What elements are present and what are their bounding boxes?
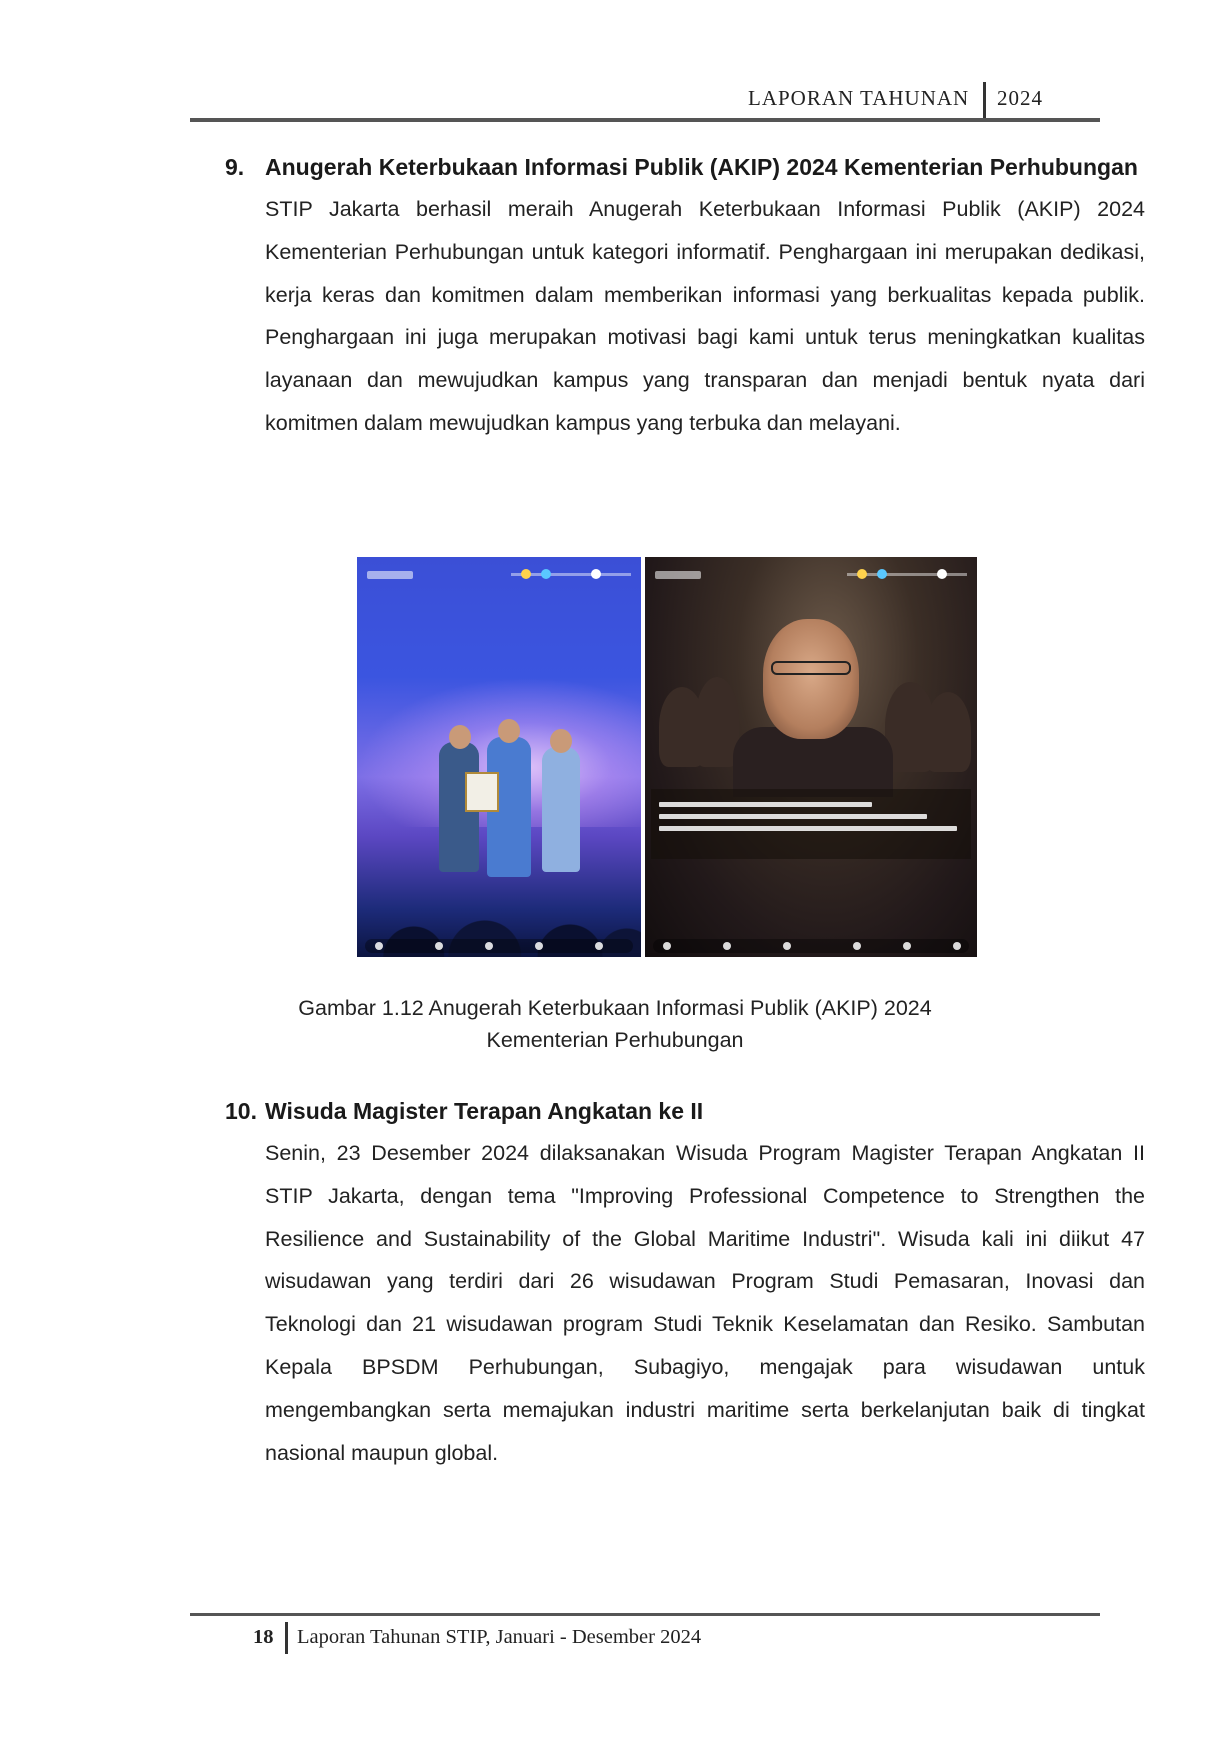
caption-line-2: Kementerian Perhubungan [486, 1028, 744, 1052]
photo-bottom-bar [365, 939, 633, 953]
figure-akip-photos [357, 557, 977, 957]
page-number: 18 [253, 1626, 274, 1648]
header-separator [983, 82, 986, 118]
section-number: 10. [225, 1098, 257, 1124]
section-akip [225, 148, 1145, 445]
section-heading [225, 1092, 1145, 1130]
caption-line-1: Gambar 1.12 Anugerah Keterbukaan Informasi Publik (AKIP) 2024 [298, 996, 932, 1020]
photo-top-bar [655, 571, 967, 581]
section-wisuda [225, 1092, 1145, 1474]
awardee-portrait-photo [645, 557, 977, 957]
header-rule [190, 118, 1100, 122]
footer-rule [190, 1613, 1100, 1616]
section-title: Wisuda Magister Terapan Angkatan ke II [265, 1098, 704, 1124]
award-ceremony-photo [357, 557, 641, 957]
header-year: 2024 [997, 86, 1043, 110]
figure-caption [270, 992, 960, 1056]
photo-top-bar [367, 571, 631, 581]
footer-separator [285, 1622, 288, 1654]
photo-bottom-bar [653, 939, 969, 953]
section-body: Senin, 23 Desember 2024 dilaksanakan Wisuda Program Magister Terapan Angkatan II STIP Jakarta, dengan tema "Improving Professional Competence to Strengthen the Resilience and Sustainability of the Global Maritime Industri". Wisuda kali ini diikut 47 wisudawan yang terdiri dari 26 wisudawan Program Studi Pemasaran, Inovasi dan Teknologi dan 21 wisudawan program Studi Teknik Keselamatan dan Resiko. Sambutan Kepala BPSDM Perhubungan, Subagiyo, mengajak para wisudawan untuk mengembangkan serta memajukan industri maritime serta berkelanjutan baik di tingkat nasional maupun global. [265, 1141, 1145, 1465]
section-number: 9. [225, 154, 245, 180]
section-heading [225, 148, 1145, 186]
section-title: Anugerah Keterbukaan Informasi Publik (AKIP) 2024 Kementerian Perhubungan [265, 154, 1138, 180]
footer-text: Laporan Tahunan STIP, Januari - Desember 2024 [297, 1626, 702, 1648]
section-body: STIP Jakarta berhasil meraih Anugerah Keterbukaan Informasi Publik (AKIP) 2024 Kementerian Perhubungan untuk kategori informatif. Penghargaan ini merupakan dedikasi, kerja keras dan komitmen dalam memberikan informasi yang berkualitas kepada publik. Penghargaan ini juga merupakan motivasi bagi kami untuk terus meningkatkan kualitas layanaan dan mewujudkan kampus yang transparan dan menjadi bentuk nyata dari komitmen dalam mewujudkan kampus yang terbuka dan melayani. [265, 197, 1145, 435]
photo-text-overlay [651, 789, 971, 859]
header-title: LAPORAN TAHUNAN [748, 86, 970, 110]
